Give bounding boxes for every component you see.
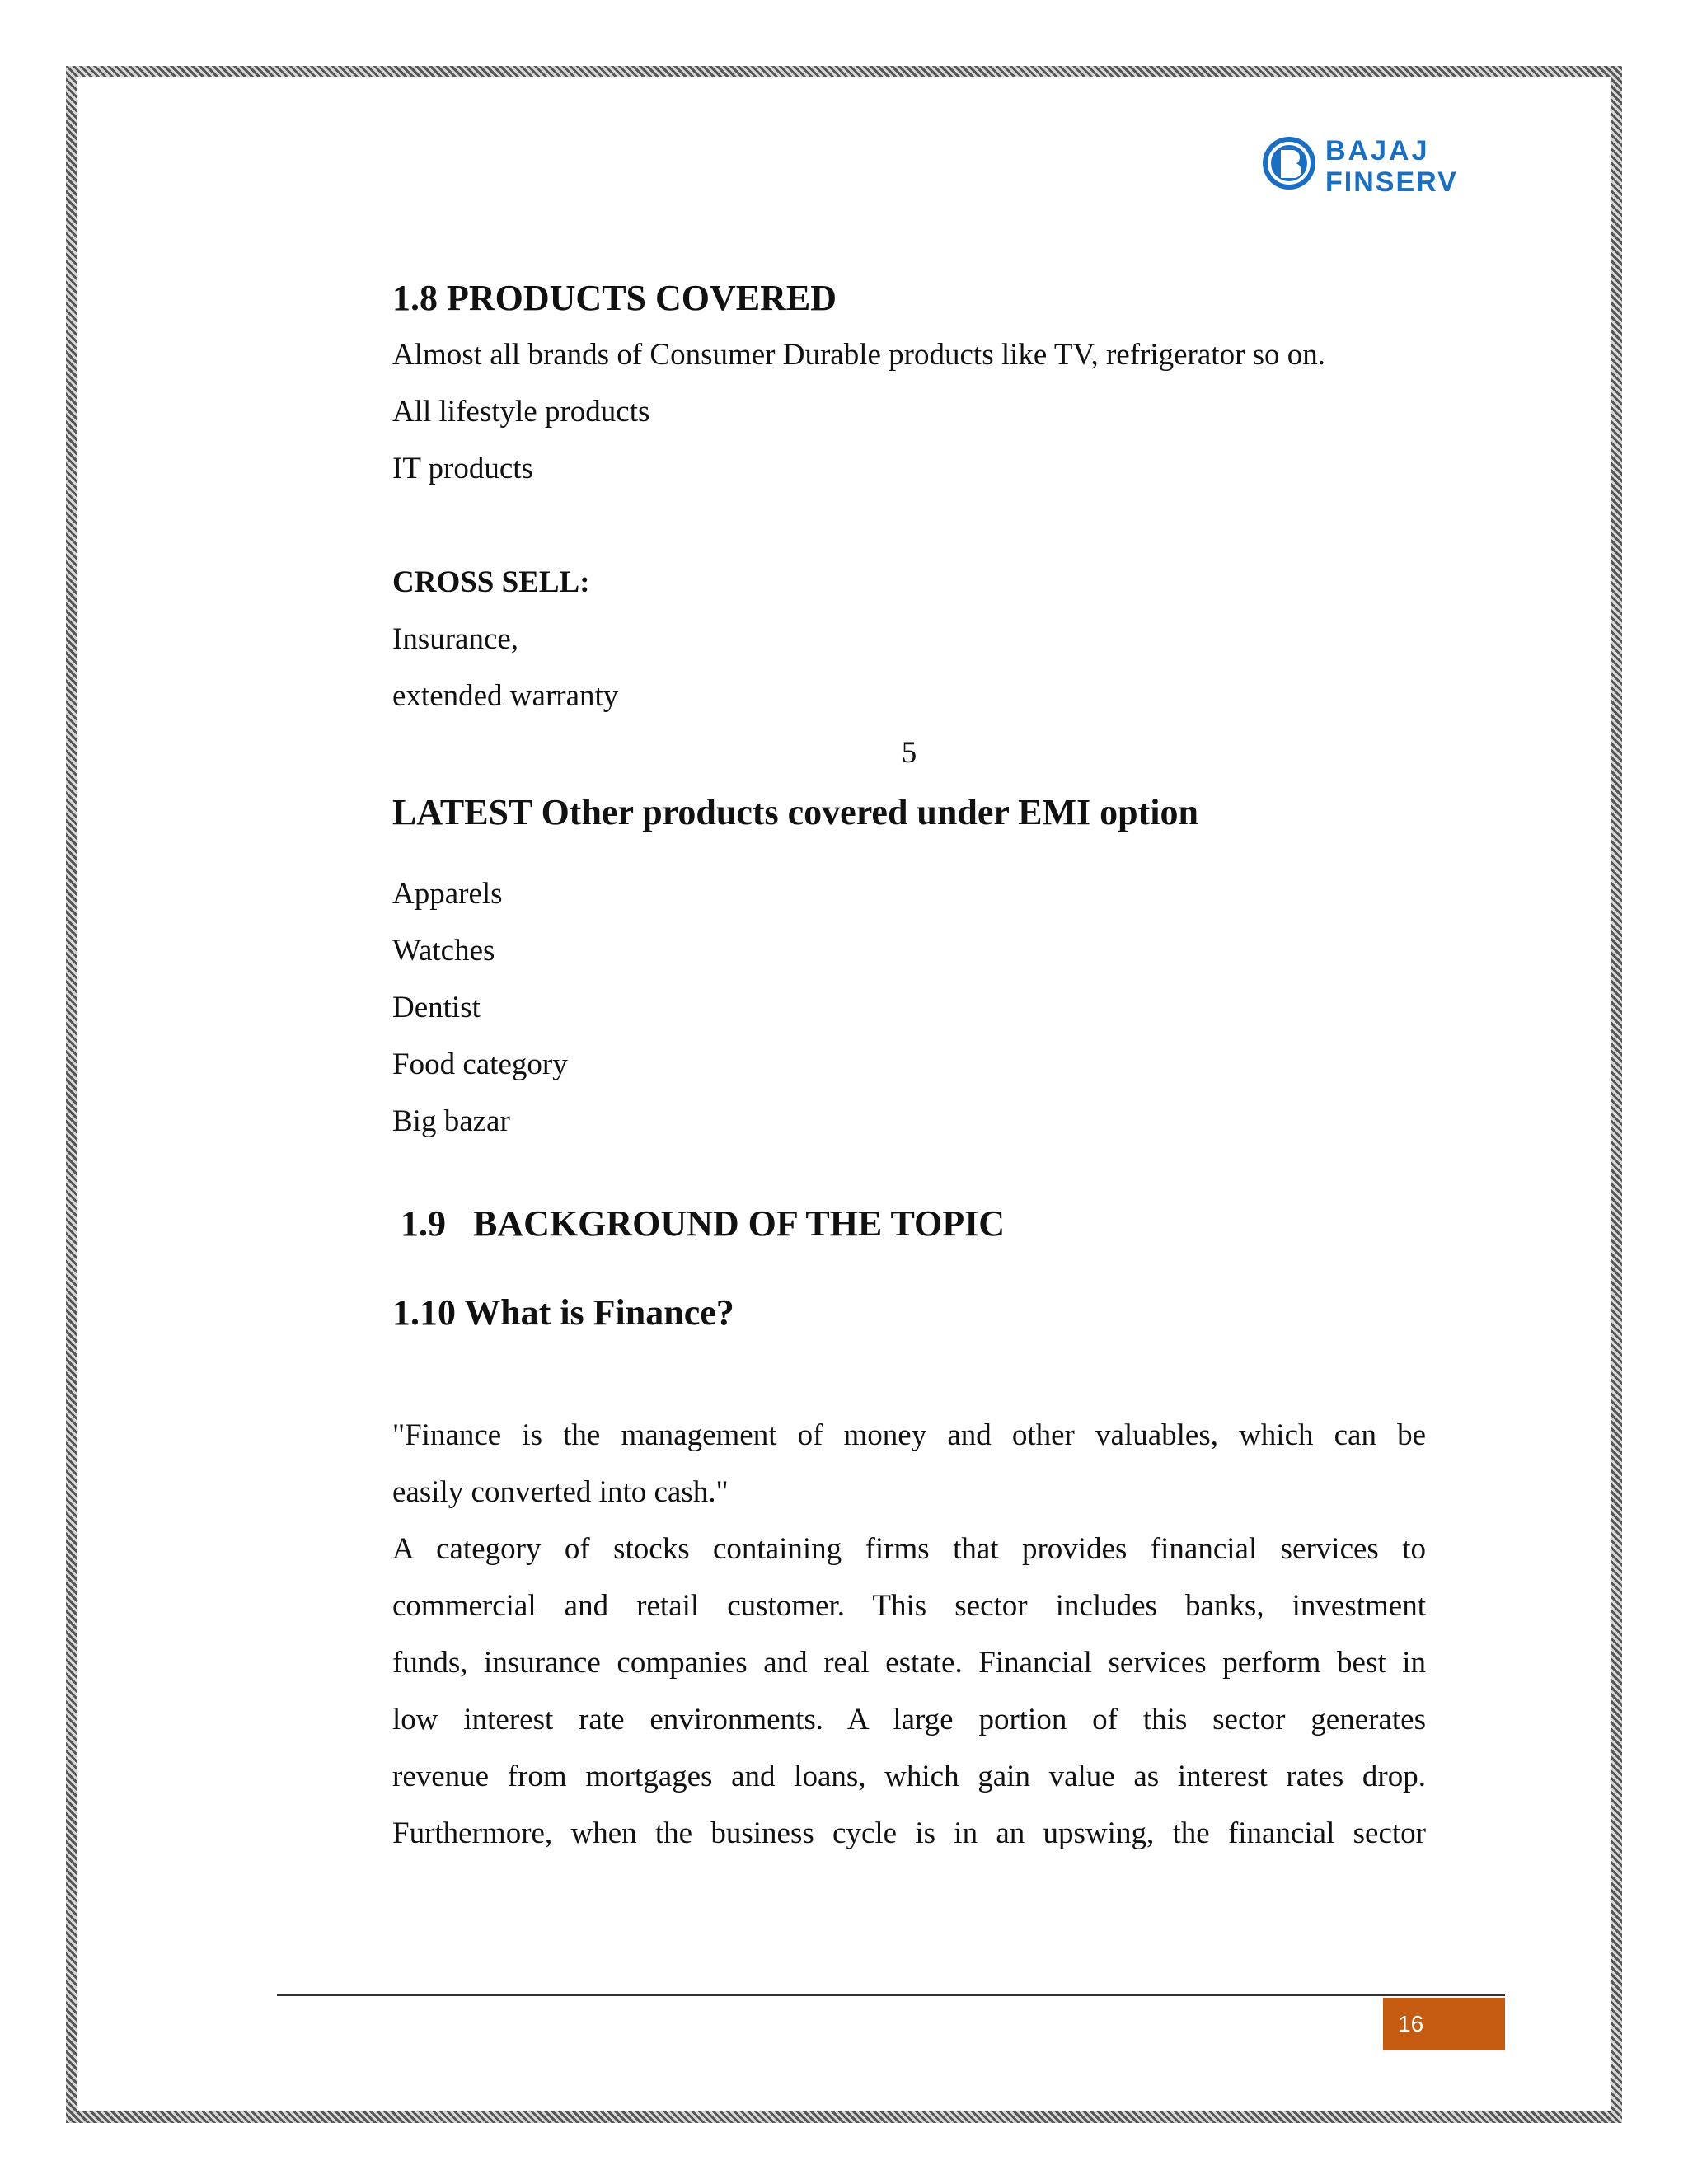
latest-item: Watches xyxy=(392,934,495,968)
heading-what-is-finance: 1.10 What is Finance? xyxy=(392,1292,734,1333)
bajaj-finserv-logo xyxy=(1259,132,1490,198)
cross-sell-line-1: Insurance, xyxy=(392,622,519,656)
latest-item: Big bazar xyxy=(392,1104,510,1138)
cross-sell-line-2: extended warranty xyxy=(392,679,619,713)
logo-text-line1: BAJAJ xyxy=(1325,135,1430,166)
products-line-2: All lifestyle products xyxy=(392,395,650,429)
latest-item: Apparels xyxy=(392,877,503,911)
paragraph-line: revenue from mortgages and loans, which gain value as interest rates drop. xyxy=(392,1760,1426,1793)
paragraph-line: commercial and retail customer. This sector includes banks, investment xyxy=(392,1589,1426,1623)
logo-text-line2: FINSERV xyxy=(1325,166,1458,198)
latest-item: Dentist xyxy=(392,991,481,1024)
logo-graphic xyxy=(1259,132,1490,198)
page-number-badge: 16 xyxy=(1383,1998,1505,2050)
products-line-3: IT products xyxy=(392,452,533,485)
latest-item: Food category xyxy=(392,1047,568,1081)
heading-products-covered: 1.8 PRODUCTS COVERED xyxy=(392,278,837,318)
quote-line-1: "Finance is the management of money and other valuables, which can be xyxy=(392,1418,1426,1452)
paragraph-line: funds, insurance companies and real estate. Financial services perform best in xyxy=(392,1646,1426,1680)
heading-background: 1.9 BACKGROUND OF THE TOPIC xyxy=(401,1203,1006,1244)
stray-number: 5 xyxy=(901,736,917,770)
paragraph-line: A category of stocks containing firms that provides financial services to xyxy=(392,1532,1426,1566)
cross-sell-label: CROSS SELL: xyxy=(392,565,590,599)
quote-line-2: easily converted into cash." xyxy=(392,1475,729,1509)
footer-rule xyxy=(277,1994,1505,1996)
products-line-1: Almost all brands of Consumer Durable products like TV, refrigerator so on. xyxy=(392,338,1326,372)
heading-latest-products: LATEST Other products covered under EMI option xyxy=(392,792,1198,832)
paragraph-line: low interest rate environments. A large portion of this sector generates xyxy=(392,1703,1426,1736)
paragraph-line: Furthermore, when the business cycle is in an upswing, the financial sector xyxy=(392,1816,1426,1850)
document-body xyxy=(392,272,1426,1862)
